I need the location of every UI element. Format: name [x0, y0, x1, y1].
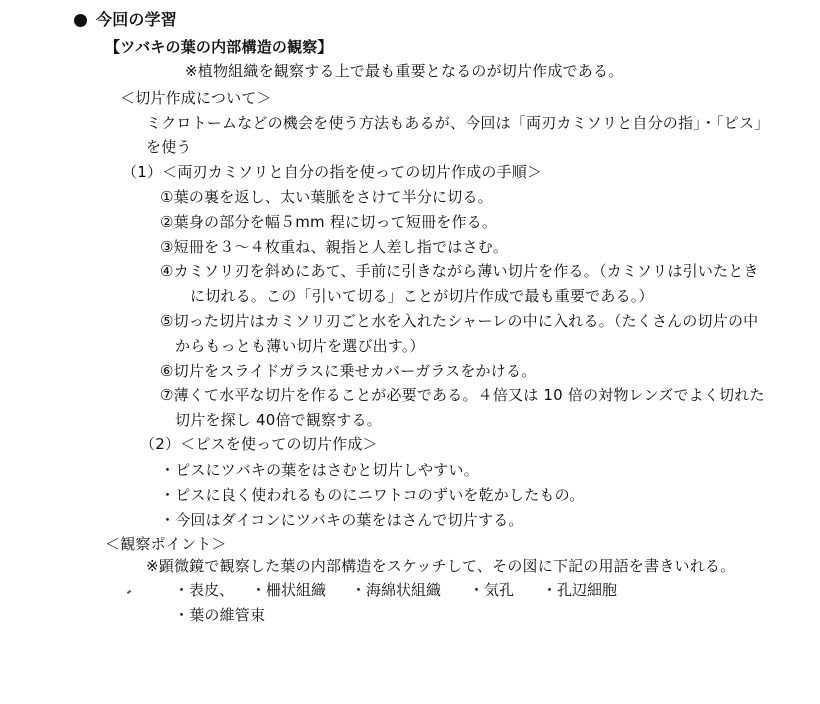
method2-item-3: ・今回はダイコンにツバキの葉をはさんで切片する。	[160, 511, 524, 529]
method2-item-1: ・ピスにツバキの葉をはさむと切片しやすい。	[160, 461, 479, 479]
method1-step-5-continued: からもっとも薄い切片を選び出す。）	[175, 337, 425, 355]
bullet-dot-icon	[74, 14, 87, 27]
method1-step-4-continued: に切れる。この「引いて切る」ことが切片作成で最も重要である。）	[190, 287, 654, 305]
term-leaf-vascular-bundle: ・葉の維管束	[174, 606, 266, 624]
observation-header: ＜観察ポイント＞	[105, 535, 227, 553]
method1-step-7: ⑦薄くて水平な切片を作ることが必要である。４倍又は 10 倍の対物レンズでよく切れた	[160, 386, 765, 404]
method2-item-2: ・ピスに良く使われるものにニワトコのずいを乾かしたもの。	[160, 486, 585, 504]
term-spongy-tissue: ・海綿状組織	[351, 581, 442, 599]
method1-step-4: ④カミソリ刃を斜めにあて、手前に引きながら薄い切片を作る。（カミソリは引いたとき	[160, 262, 759, 280]
term-stomata: ・気孔	[469, 581, 515, 599]
term-epidermis: ・表皮、	[174, 581, 235, 599]
term-palisade-tissue: ・柵状組織	[251, 581, 327, 599]
method1-step-3: ③短冊を３～４枚重ね、親指と人差し指ではさむ。	[160, 238, 509, 256]
method1-step-1: ①葉の裏を返し、太い葉脈をさけて半分に切る。	[160, 188, 493, 206]
sectioning-intro-line-2: を使う	[146, 138, 192, 156]
observation-note: ※顕微鏡で観察した葉の内部構造をスケッチして、その図に下記の用語を書きいれる。	[146, 557, 736, 575]
method2-header: （2）＜ピスを使っての切片作成＞	[140, 435, 378, 453]
method1-header: （1）＜両刃カミソリと自分の指を使っての切片作成の手順＞	[122, 163, 543, 181]
lesson-note: ※植物組織を観察する上で最も重要となるのが切片作成である。	[185, 62, 624, 80]
stray-mark	[127, 590, 131, 594]
section-title: 今回の学習	[96, 10, 178, 29]
term-guard-cell: ・孔辺細胞	[542, 581, 618, 599]
method1-step-7-continued: 切片を探し 40倍で観察する。	[175, 411, 382, 429]
sectioning-intro-line-1: ミクロトームなどの機会を使う方法もあるが、今回は「両刃カミソリと自分の指」・「ピス」	[146, 114, 770, 132]
method1-step-5: ⑤切った切片はカミソリ刃ごと水を入れたシャーレの中に入れる。（たくさんの切片の中	[160, 312, 759, 330]
lesson-title: 【ツバキの葉の内部構造の観察】	[105, 38, 333, 56]
method1-step-6: ⑥切片をスライドガラスに乗せカバーガラスをかける。	[160, 362, 537, 380]
method1-step-2: ②葉身の部分を幅５mm 程に切って短冊を作る。	[160, 213, 498, 231]
sectioning-header: ＜切片作成について＞	[120, 89, 272, 107]
